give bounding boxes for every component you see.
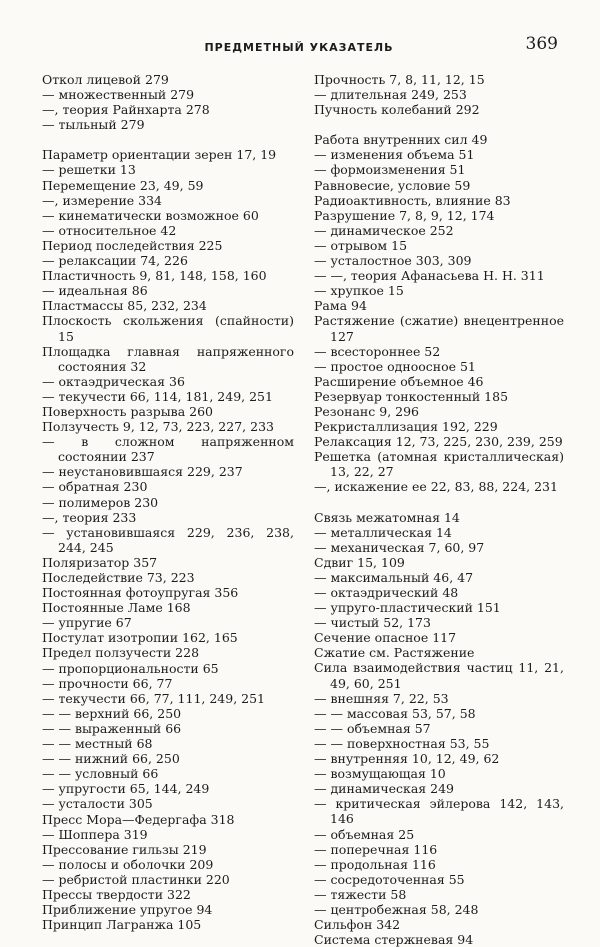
index-subentry: — тыльный 279 (42, 117, 145, 133)
index-subentry: — полосы и оболочки 209 (42, 856, 214, 872)
index-subentry: — Шоппера 319 (42, 826, 148, 842)
index-entry: Период последействия 225 (42, 237, 223, 253)
page-number: 369 (525, 34, 558, 54)
index-entry: Пластичность 9, 81, 148, 158, 160 (42, 268, 267, 284)
index-subentry: — хрупкое 15 (314, 283, 404, 299)
index-entry: Резонанс 9, 296 (314, 403, 419, 419)
index-subentry: — релаксации 74, 226 (42, 253, 188, 269)
index-entry: Постоянные Ламе 168 (42, 600, 191, 616)
index-entry: Работа внутренних сил 49 (314, 132, 488, 148)
index-subentry: — объемная 25 (314, 826, 415, 842)
index-entry: Связь межатомная 14 (314, 509, 460, 525)
index-subentry: — возмущающая 10 (314, 766, 446, 782)
index-entry: Пластмассы 85, 232, 234 (42, 298, 207, 314)
index-entry: Прессование гильзы 219 (42, 841, 207, 857)
index-subentry: — октаэдрический 48 (314, 585, 459, 600)
index-entry: Система стержневая 94 (314, 932, 474, 947)
index-subentry: — — массовая 53, 57, 58 (314, 705, 476, 721)
index-entry: Сдвиг 15, 109 (314, 554, 405, 570)
index-subentry: — решетки 13 (42, 162, 136, 178)
index-entry: Разрушение 7, 8, 9, 12, 174 (314, 207, 495, 223)
index-subentry: — множественный 279 (42, 87, 195, 103)
index-subentry: — пропорциональности 65 (42, 660, 219, 676)
index-entry: Резервуар тонкостенный 185 (314, 388, 509, 404)
index-subentry: —, теория Райнхарта 278 (42, 102, 210, 118)
index-subentry: — простое одноосное 51 (314, 358, 476, 374)
index-subentry: — центробежная 58, 248 (314, 901, 479, 917)
index-subentry: — упруго-пластический 151 (314, 600, 501, 616)
index-subentry: — прочности 66, 77 (42, 675, 173, 691)
index-entry: Предел ползучести 228 (42, 645, 200, 661)
index-entry: Приближение упругое 94 (42, 902, 213, 918)
index-entry: Постоянная фотоупругая 356 (42, 585, 239, 601)
index-entry: Сжатие см. Растяжение (314, 645, 475, 661)
index-subentry: — — верхний 66, 250 (42, 705, 182, 721)
index-subentry: — динамическое 252 (314, 222, 454, 238)
index-subentry: —, измерение 334 (42, 192, 163, 208)
group-gap (42, 132, 294, 147)
index-subentry: — длительная 249, 253 (314, 87, 467, 103)
index-entry: Сила взаимодействия частиц 11, 21, 49, 60, 251 (314, 660, 564, 691)
running-title: ПРЕДМЕТНЫЙ УКАЗАТЕЛЬ (204, 41, 394, 54)
index-subentry: — полимеров 230 (42, 494, 159, 510)
index-subentry: — изменения объема 51 (314, 147, 475, 163)
index-subentry: — динамическая 249 (314, 781, 454, 797)
index-entry: Расширение объемное 46 (314, 373, 484, 389)
index-subentry: — — нижний 66, 250 (42, 751, 180, 767)
index-entry: Решетка (атомная кристаллическая) 13, 22, 27 (314, 449, 564, 480)
index-entry: Прочность 7, 8, 11, 12, 15 (314, 72, 485, 87)
group-gap (314, 495, 564, 510)
index-entry: Прессы твердости 322 (42, 886, 191, 902)
index-subentry: — — поверхностная 53, 55 (314, 735, 490, 751)
index-subentry: — внутренняя 10, 12, 49, 62 (314, 751, 500, 767)
index-subentry: —, искажение ее 22, 83, 88, 224, 231 (314, 479, 558, 495)
index-subentry: — — местный 68 (42, 736, 153, 752)
index-subentry: — обратная 230 (42, 479, 148, 495)
index-subentry: — текучести 66, 114, 181, 249, 251 (42, 388, 273, 404)
index-entry: Поверхность разрыва 260 (42, 403, 214, 419)
index-subentry: — октаэдрическая 36 (42, 373, 185, 389)
group-gap (314, 117, 564, 132)
index-entry: Растяжение (сжатие) внецентренное 127 (314, 313, 564, 344)
index-column-left (42, 72, 294, 932)
index-subentry: — максимальный 46, 47 (314, 569, 474, 585)
page-header (40, 34, 558, 58)
index-subentry: — отрывом 15 (314, 237, 408, 253)
index-subentry: — — объемная 57 (314, 720, 431, 736)
index-entry: Последействие 73, 223 (42, 570, 195, 585)
index-subentry: — формоизменения 51 (314, 162, 466, 178)
index-entry: Равновесие, условие 59 (314, 177, 471, 193)
index-entry: Параметр ориентации зерен 17, 19 (42, 147, 277, 163)
index-subentry: — упругие 67 (42, 615, 132, 631)
index-entry: Поляризатор 357 (42, 554, 158, 570)
index-subentry: — ребристой пластинки 220 (42, 871, 230, 887)
index-subentry: — сосредоточенная 55 (314, 871, 465, 887)
index-subentry: — — условный 66 (42, 766, 159, 782)
index-entry: Ползучесть 9, 12, 73, 223, 227, 233 (42, 419, 274, 435)
index-entry: Сечение опасное 117 (314, 630, 457, 646)
index-subentry: — установившаяся 229, 236, 238, 244, 245 (42, 524, 294, 555)
index-entry: Перемещение 23, 49, 59 (42, 177, 204, 193)
index-subentry: — в сложном напряженном состоянии 237 (42, 434, 294, 465)
index-subentry: — внешняя 7, 22, 53 (314, 690, 449, 706)
index-subentry: — чистый 52, 173 (314, 615, 431, 631)
index-subentry: — механическая 7, 60, 97 (314, 539, 485, 555)
index-subentry: — критическая эйлерова 142, 143, 146 (314, 796, 564, 827)
index-subentry: — текучести 66, 77, 111, 249, 251 (42, 690, 266, 706)
index-subentry: — идеальная 86 (42, 283, 148, 299)
index-entry: Рама 94 (314, 298, 367, 314)
index-entry: Пресс Мора—Федергафа 318 (42, 811, 235, 827)
index-subentry: — кинематически возможное 60 (42, 207, 259, 223)
index-entry: Принцип Лагранжа 105 (42, 917, 202, 933)
index-entry: Радиоактивность, влияние 83 (314, 192, 511, 208)
index-subentry: — —, теория Афанасьева Н. Н. 311 (314, 268, 545, 284)
index-subentry: — усталостное 303, 309 (314, 253, 472, 269)
index-subentry: — упругости 65, 144, 249 (42, 781, 210, 797)
index-subentry: — неустановившаяся 229, 237 (42, 464, 243, 480)
index-subentry: — всестороннее 52 (314, 343, 441, 359)
index-entry: Пучность колебаний 292 (314, 102, 480, 118)
index-subentry: —, теория 233 (42, 509, 137, 525)
index-entry: Откол лицевой 279 (42, 72, 169, 87)
index-subentry: — металлическая 14 (314, 524, 452, 540)
index-subentry: — — выраженный 66 (42, 720, 182, 736)
index-column-right (314, 72, 564, 947)
index-entry: Сильфон 342 (314, 917, 401, 933)
index-subentry: — поперечная 116 (314, 841, 438, 857)
index-entry: Площадка главная напряженного состояния 32 (42, 343, 294, 374)
index-subentry: — усталости 305 (42, 796, 153, 812)
index-entry: Релаксация 12, 73, 225, 230, 239, 259 (314, 434, 563, 450)
index-entry: Постулат изотропии 162, 165 (42, 630, 238, 646)
index-subentry: — продольная 116 (314, 856, 436, 872)
index-subentry: — тяжести 58 (314, 886, 407, 902)
index-subentry: — относительное 42 (42, 222, 177, 238)
index-entry: Рекристаллизация 192, 229 (314, 419, 498, 435)
index-entry: Плоскость скольжения (спайности) 15 (42, 313, 294, 344)
